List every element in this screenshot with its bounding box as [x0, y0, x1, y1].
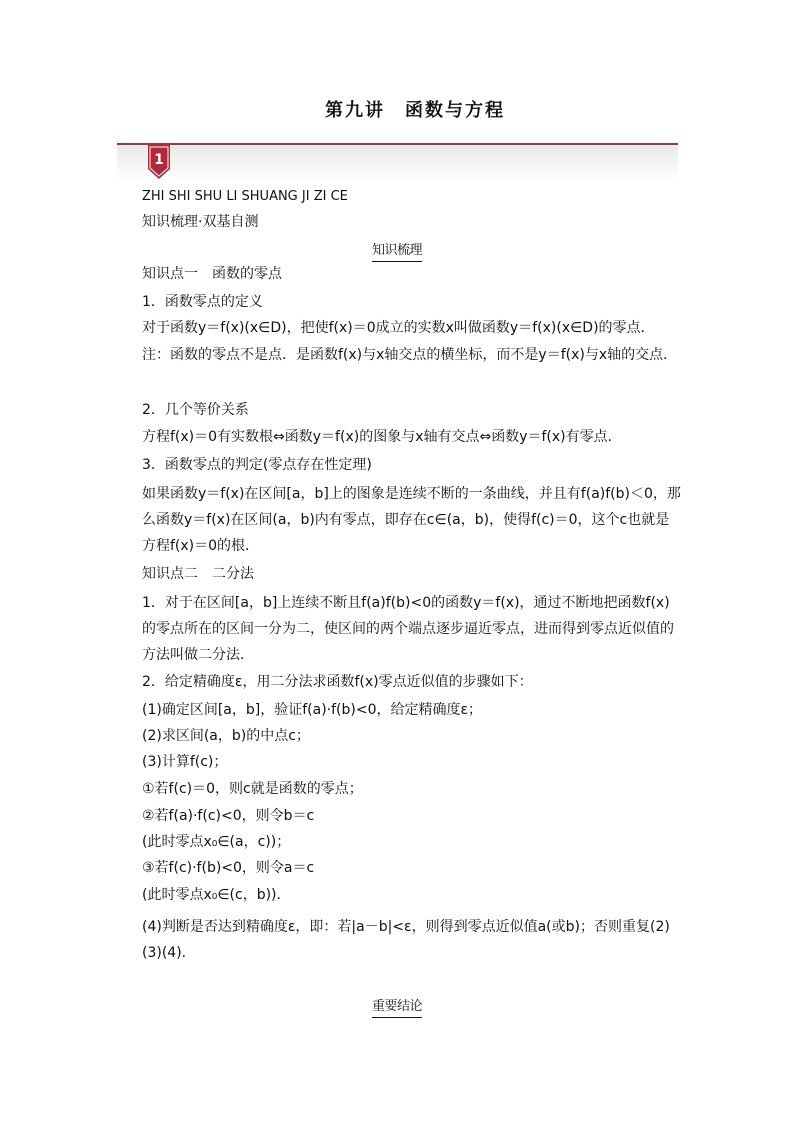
kp1-2-title: 2．几个等价关系 — [142, 402, 249, 418]
section-band — [117, 143, 678, 183]
step-3c: ③若f(c)·f(b)<0，则令a＝c — [142, 860, 315, 876]
section-number: 1 — [154, 152, 164, 168]
kp1-2-equivalence: 方程f(x)＝0有实数根⇔函数y＝f(x)的图象与x轴有交点⇔函数y＝f(x)有零点． — [142, 429, 622, 445]
kp2-2-intro: 2．给定精确度ε，用二分法求函数f(x)零点近似值的步骤如下： — [142, 674, 533, 690]
kp1-1-definition: 对于函数y＝f(x)(x∈D)，把使f(x)＝0成立的实数x叫做函数y＝f(x)(x∈D)的零点． — [142, 320, 655, 336]
section-header: 知识梳理·双基自测 — [142, 214, 259, 230]
kp1-1-note: 注：函数的零点不是点．是函数f(x)与x轴交点的横坐标，而不是y＝f(x)与x轴的交点． — [142, 347, 678, 363]
step-2: (2)求区间(a，b)的中点c； — [142, 728, 310, 744]
kp2-title: 知识点二 二分法 — [142, 566, 254, 582]
step-3b: ②若f(a)·f(c)<0，则令b＝c — [142, 808, 315, 824]
kp1-title: 知识点一 函数的零点 — [142, 266, 282, 282]
step-3c-note: (此时零点x₀∈(c，b))． — [142, 887, 291, 903]
pinyin-header: ZHI SHI SHU LI SHUANG JI ZI CE — [142, 189, 348, 204]
section-number-badge — [148, 145, 170, 179]
kp1-3-theorem: 如果函数y＝f(x)在区间[a，b]上的图象是连续不断的一条曲线，并且有f(a)f(b)＜0，那么函数y＝f(x)在区间(a，b)内有零点，即存在c∈(a，b)，使得f(c)＝0，这个c也就是方程f(x)＝0的根． — [142, 486, 681, 554]
page-title: 第九讲 函数与方程 — [325, 100, 505, 121]
step-3a: ①若f(c)＝0，则c就是函数的零点； — [142, 781, 363, 797]
kp1-3-title: 3．函数零点的判定(零点存在性定理) — [142, 457, 372, 473]
step-1: (1)确定区间[a，b]，验证f(a)·f(b)<0，给定精确度ε； — [142, 702, 483, 718]
step-4: (4)判断是否达到精确度ε，即：若|a－b|<ε，则得到零点近似值a(或b)；否则重复(2)(3)(4)． — [142, 919, 670, 961]
kp1-1-title: 1．函数零点的定义 — [142, 294, 263, 310]
step-3b-note: (此时零点x₀∈(a，c))； — [142, 834, 291, 850]
knowledge-tag: 知识梳理 — [372, 241, 422, 262]
conclusion-tag: 重要结论 — [372, 997, 422, 1018]
step-3: (3)计算f(c)； — [142, 754, 228, 770]
kp2-1-definition: 1．对于在区间[a，b]上连续不断且f(a)f(b)<0的函数y＝f(x)，通过不断地把函数f(x)的零点所在的区间一分为二，使区间的两个端点逐步逼近零点，进而得到零点近似值的方法叫做二分法． — [142, 595, 674, 663]
